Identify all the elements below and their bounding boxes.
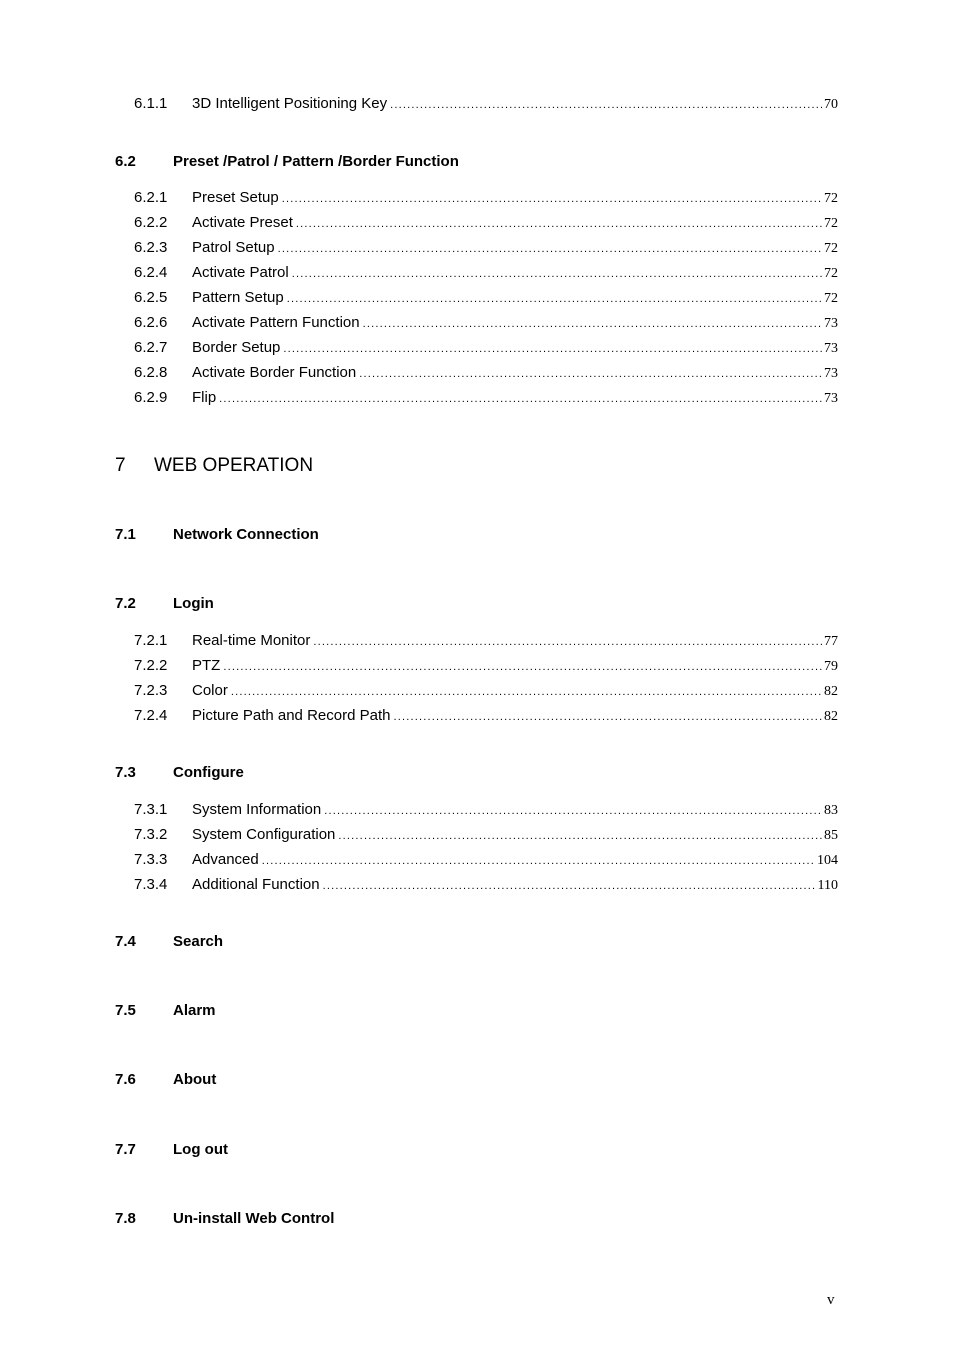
section-title[interactable]: Log out <box>173 1141 228 1158</box>
entry-page: 79 <box>824 659 838 674</box>
dot-leader <box>296 213 822 235</box>
dot-leader <box>338 825 822 847</box>
dot-leader <box>313 631 822 653</box>
entry-page: 85 <box>824 828 838 843</box>
entry-title: Pattern Setup <box>192 289 284 306</box>
entry-page: 77 <box>824 634 838 649</box>
entry-title: Activate Patrol <box>192 264 289 281</box>
toc-entry[interactable] <box>0 337 954 359</box>
dot-leader <box>323 875 816 897</box>
entry-title: Activate Border Function <box>192 364 357 381</box>
section-title[interactable]: Configure <box>173 764 244 781</box>
entry-page: 82 <box>824 709 838 724</box>
entry-number: 6.1.1 <box>134 95 168 112</box>
entry-body <box>192 824 838 847</box>
toc-entry[interactable] <box>0 237 954 259</box>
dot-leader <box>287 288 822 310</box>
chapter-title[interactable]: WEB OPERATION <box>154 455 314 476</box>
dot-leader <box>283 338 822 360</box>
dot-leader <box>282 188 822 210</box>
entry-title: Real-time Monitor <box>192 632 311 649</box>
entry-body <box>192 237 838 260</box>
entry-number: 6.2.8 <box>134 364 168 381</box>
section-number: 7.8 <box>115 1210 136 1227</box>
entry-page: 72 <box>824 216 838 231</box>
toc-entry[interactable] <box>0 212 954 234</box>
entry-title: Flip <box>192 389 217 406</box>
entry-body <box>192 799 838 822</box>
toc-entry[interactable] <box>0 655 954 677</box>
entry-number: 7.2.1 <box>134 632 168 649</box>
dot-leader <box>393 706 822 728</box>
dot-leader <box>390 94 822 116</box>
section-title[interactable]: Alarm <box>173 1002 216 1019</box>
entry-number: 7.2.3 <box>134 682 168 699</box>
entry-title: Preset Setup <box>192 189 279 206</box>
entry-page: 83 <box>824 803 838 818</box>
chapter-number: 7 <box>115 455 126 476</box>
entry-number: 6.2.2 <box>134 214 168 231</box>
section-number: 7.4 <box>115 933 136 950</box>
entry-title: System Information <box>192 801 322 818</box>
dot-leader <box>231 681 822 703</box>
dot-leader <box>262 850 815 872</box>
entry-number: 7.2.2 <box>134 657 168 674</box>
entry-body <box>192 287 838 310</box>
toc-entry[interactable] <box>0 874 954 896</box>
entry-title: Patrol Setup <box>192 239 275 256</box>
dot-leader <box>363 313 822 335</box>
entry-number: 6.2.3 <box>134 239 168 256</box>
dot-leader <box>278 238 822 260</box>
entry-title: Picture Path and Record Path <box>192 707 391 724</box>
entry-number: 6.2.4 <box>134 264 168 281</box>
toc-entry[interactable] <box>0 824 954 846</box>
entry-page: 70 <box>824 97 838 112</box>
entry-body <box>192 655 838 678</box>
section-title[interactable]: Search <box>173 933 224 950</box>
entry-page: 110 <box>817 878 838 893</box>
entry-body <box>192 337 838 360</box>
entry-body <box>192 93 838 116</box>
entry-number: 6.2.6 <box>134 314 168 331</box>
dot-leader <box>219 388 822 410</box>
dot-leader <box>324 800 822 822</box>
toc-entry[interactable] <box>0 630 954 652</box>
section-number: 7.1 <box>115 526 136 543</box>
entry-number: 6.2.7 <box>134 339 168 356</box>
toc-entry[interactable] <box>0 849 954 871</box>
entry-number: 6.2.5 <box>134 289 168 306</box>
entry-title: Activate Preset <box>192 214 293 231</box>
entry-number: 7.3.2 <box>134 826 168 843</box>
dot-leader <box>223 656 822 678</box>
section-title[interactable]: Preset /Patrol / Pattern /Border Function <box>173 153 459 170</box>
entry-body <box>192 362 838 385</box>
section-number: 7.3 <box>115 764 136 781</box>
entry-title: Advanced <box>192 851 259 868</box>
entry-body <box>192 387 838 410</box>
entry-number: 6.2.9 <box>134 389 168 406</box>
entry-title: PTZ <box>192 657 221 674</box>
section-number: 6.2 <box>115 153 136 170</box>
entry-page: 72 <box>824 191 838 206</box>
section-title[interactable]: About <box>173 1071 217 1088</box>
toc-entry[interactable] <box>0 680 954 702</box>
entry-page: 72 <box>824 241 838 256</box>
entry-title: Additional Function <box>192 876 320 893</box>
entry-body <box>192 849 838 872</box>
toc-entry[interactable] <box>0 312 954 334</box>
section-title[interactable]: Network Connection <box>173 526 319 543</box>
entry-title: 3D Intelligent Positioning Key <box>192 95 388 112</box>
dot-leader <box>359 363 822 385</box>
toc-entry[interactable] <box>0 93 954 115</box>
entry-number: 7.3.3 <box>134 851 168 868</box>
page-number: v <box>827 1292 835 1308</box>
toc-entry[interactable] <box>0 262 954 284</box>
entry-number: 6.2.1 <box>134 189 168 206</box>
section-number: 7.6 <box>115 1071 136 1088</box>
entry-body <box>192 312 838 335</box>
entry-page: 72 <box>824 291 838 306</box>
entry-body <box>192 262 838 285</box>
entry-page: 73 <box>824 366 838 381</box>
entry-number: 7.3.1 <box>134 801 168 818</box>
entry-body <box>192 680 838 703</box>
section-title[interactable]: Un-install Web Control <box>173 1210 335 1227</box>
section-title[interactable]: Login <box>173 595 214 612</box>
toc-entry[interactable] <box>0 362 954 384</box>
toc-entry[interactable] <box>0 187 954 209</box>
entry-body <box>192 874 838 897</box>
entry-number: 7.2.4 <box>134 707 168 724</box>
section-number: 7.2 <box>115 595 136 612</box>
entry-page: 104 <box>817 853 838 868</box>
section-number: 7.7 <box>115 1141 136 1158</box>
entry-page: 73 <box>824 341 838 356</box>
entry-page: 73 <box>824 316 838 331</box>
toc-entry[interactable] <box>0 287 954 309</box>
entry-body <box>192 705 838 728</box>
entry-page: 73 <box>824 391 838 406</box>
entry-body <box>192 187 838 210</box>
entry-body <box>192 630 838 653</box>
toc-entry[interactable] <box>0 705 954 727</box>
toc-entry[interactable] <box>0 799 954 821</box>
entry-title: Color <box>192 682 228 699</box>
entry-page: 82 <box>824 684 838 699</box>
entry-title: Border Setup <box>192 339 281 356</box>
toc-entry[interactable] <box>0 387 954 409</box>
dot-leader <box>292 263 822 285</box>
section-number: 7.5 <box>115 1002 136 1019</box>
entry-number: 7.3.4 <box>134 876 168 893</box>
entry-title: System Configuration <box>192 826 336 843</box>
entry-title: Activate Pattern Function <box>192 314 360 331</box>
entry-body <box>192 212 838 235</box>
entry-page: 72 <box>824 266 838 281</box>
